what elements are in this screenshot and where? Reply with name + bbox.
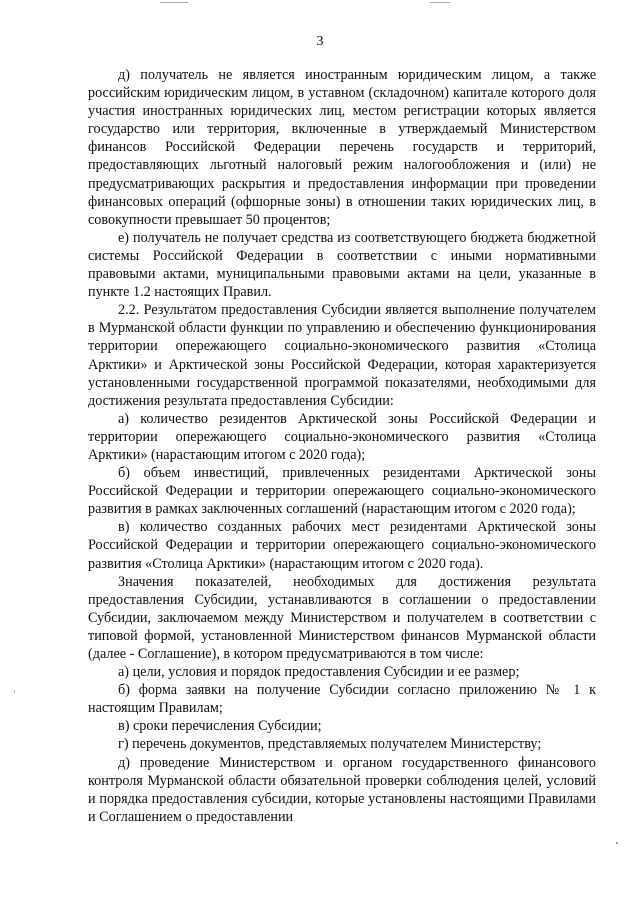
scan-artifact-top-left — [160, 2, 188, 3]
scan-artifact-top-right — [430, 2, 450, 3]
paragraph-e-budget-funds: е) получатель не получает средства из соответствующего бюджета бюджетной системы Российской Федерации в соответствии с иными нормативными правовыми актами, муниципальными правовыми актами на цели, указанные в пункте 1.2 настоящих Правил. — [88, 229, 596, 301]
scan-artifact-left-margin — [14, 690, 15, 693]
paragraph-agreement-b: б) форма заявки на получение Субсидии согласно приложению № 1 к настоящим Правилам; — [88, 682, 596, 717]
paragraph-agreement-a: а) цели, условия и порядок предоставления Субсидии и ее размер; — [118, 664, 520, 681]
paragraph-indicator-c: в) количество созданных рабочих мест резидентами Арктической зоны Российской Федерации и территории опережающего социально-экономического развития «Столица Арктики» (нарастающим итогом с 2020 года). — [88, 519, 596, 572]
paragraph-indicator-values: Значения показателей, необходимых для достижения результата предоставления Субсидии, устанавливаются в соглашении о предоставлении Субсидии, заключаемом между Министерством и получателем в соответствии с типовой формой, установленной Министерством финансов Мурманской области (далее - Соглашение), в котором предусматриваются в том числе: — [88, 573, 596, 662]
scan-artifact-right-dot — [616, 842, 618, 844]
paragraph-agreement-e: д) проведение Министерством и органом государственного финансового контроля Мурманской области обязательной проверки соблюдения целей, условий и порядка предоставления субсидии, которые установлены настоящими Правилами и Соглашением о предоставлении — [88, 754, 596, 825]
paragraph-agreement-d: г) перечень документов, представляемых получателем Министерству; — [118, 736, 542, 753]
paragraph-agreement-c: в) сроки перечисления Субсидии; — [118, 718, 322, 735]
paragraph-indicator-a: а) количество резидентов Арктической зоны Российской Федерации и территории опережающего социально-экономического развития «Столица Арктики» (нарастающим итогом с 2020 года); — [88, 410, 596, 463]
paragraph-d-foreign-entity: д) получатель не является иностранным юридическим лицом, а также российским юридическим лицом, в уставном (складочном) капитале которого доля участия иностранных юридических лиц, местом регистрации которых является государство или территория, включенные в утверждаемый Министерством финансов Российской Федерации перечень государств и территорий, предоставляющих льготный налоговый режим налогообложения и (или) не предусматривающих раскрытия и предоставления информации при проведении финансовых операций (офшорные зоны) в отношении таких юридических лиц, в совокупности превышает 50 процентов; — [88, 67, 596, 228]
page-number: 3 — [316, 34, 324, 49]
document-body — [88, 66, 596, 826]
paragraph-2-2-result: 2.2. Результатом предоставления Субсидии является выполнение получателем в Мурманской области функции по управлению и обеспечению функционирования территории опережающего социально-экономического развития «Столица Арктики» и Арктической зоны Российской Федерации, которая характеризуется установленными государственной программой показателями, необходимыми для достижения результата предоставления Субсидии: — [88, 302, 596, 409]
paragraph-indicator-b: б) объем инвестиций, привлеченных резидентами Арктической зоны Российской Федерации и территории опережающего социально-экономического развития в рамках заключенных соглашений (нарастающим итогом с 2020 года); — [88, 465, 596, 518]
